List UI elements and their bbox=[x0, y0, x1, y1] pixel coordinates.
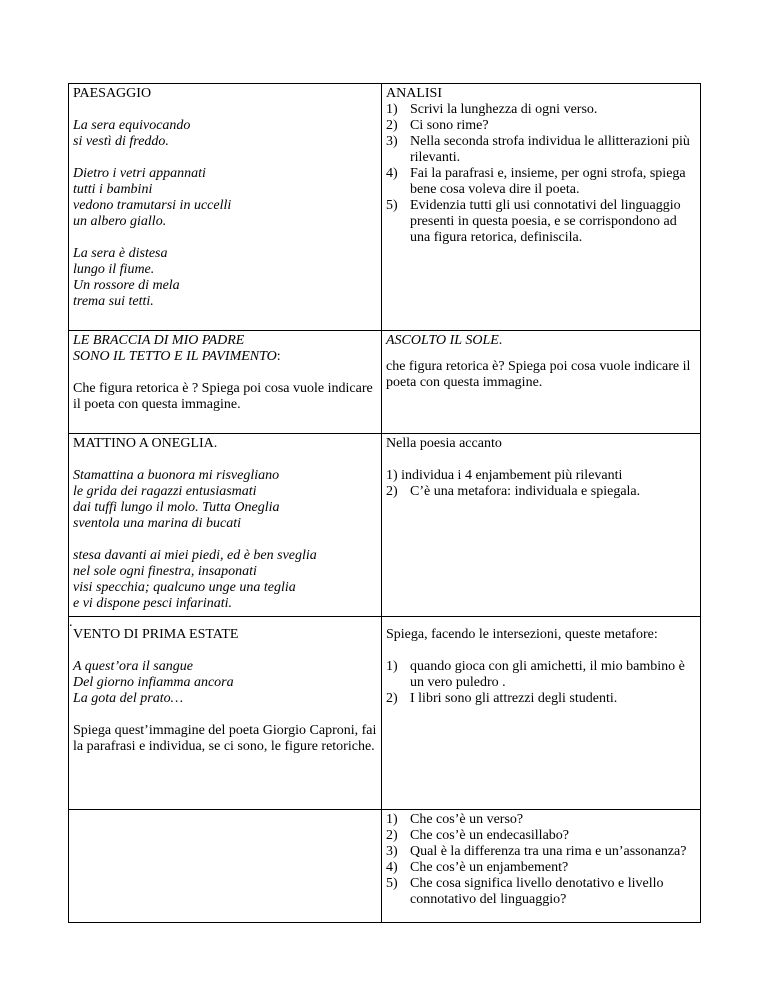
poem-line: si vestì di freddo. bbox=[73, 134, 169, 149]
poem-line: visi specchia; qualcuno unge una teglia bbox=[73, 580, 296, 595]
poem-line: trema sui tetti. bbox=[73, 294, 154, 309]
question-text: Spiega quest’immagine del poeta Giorgio Caproni, fai la parafrasi e individua, se ci sono, le figure retoriche. bbox=[73, 723, 377, 754]
poem-line: La gota del prato… bbox=[73, 691, 184, 706]
list-item: 3) Nella seconda strofa individua le allitterazioni più rilevanti. bbox=[386, 134, 690, 165]
poem-title: PAESAGGIO bbox=[73, 86, 152, 101]
quote-line: LE BRACCIA DI MIO PADRE bbox=[73, 333, 245, 348]
quote-line: SONO IL TETTO E IL PAVIMENTO: bbox=[73, 349, 281, 364]
poem-line: e vi dispone pesci infarinati. bbox=[73, 596, 233, 611]
theory-list bbox=[386, 812, 696, 908]
theory-questions-cell bbox=[382, 810, 701, 923]
list-item: 1) individua i 4 enjambement più rilevanti bbox=[386, 468, 623, 483]
empty-cell bbox=[69, 810, 382, 923]
questions-list bbox=[386, 484, 696, 500]
exercise-table bbox=[68, 83, 701, 923]
poem-line: vedono tramutarsi in uccelli bbox=[73, 198, 232, 213]
table-row bbox=[69, 331, 701, 434]
poem-line: Stamattina a buonora mi risvegliano bbox=[73, 468, 280, 483]
metaphors-list bbox=[386, 659, 696, 707]
metaphor-cell-sole bbox=[382, 331, 701, 434]
list-item: 1) Scrivi la lunghezza di ogni verso. bbox=[386, 102, 598, 117]
quote-line: ASCOLTO IL SOLE. bbox=[386, 333, 503, 348]
list-item: 5) Che cosa significa livello denotativo e livello connotativo del linguaggio? bbox=[386, 876, 664, 907]
poem-line: stesa davanti ai miei piedi, ed è ben sveglia bbox=[73, 548, 317, 563]
poem-title: VENTO DI PRIMA ESTATE bbox=[73, 627, 239, 642]
list-item: 4) Che cos’è un enjambement? bbox=[386, 860, 569, 875]
list-item: 2) Che cos’è un endecasillabo? bbox=[386, 828, 569, 843]
poem-line: Del giorno infiamma ancora bbox=[73, 675, 234, 690]
analysis-cell bbox=[382, 84, 701, 331]
poem-line: sventola una marina di bucati bbox=[73, 516, 241, 531]
intro-text: Nella poesia accanto bbox=[386, 436, 502, 451]
question-text: Che figura retorica è ? Spiega poi cosa vuole indicare il poeta con questa immagine. bbox=[73, 381, 373, 412]
metaphors-cell bbox=[382, 617, 701, 810]
poem-cell-oneglia bbox=[69, 434, 382, 617]
list-item: 1) Che cos’è un verso? bbox=[386, 812, 524, 827]
poem-cell-vento bbox=[69, 617, 382, 810]
poem-line: nel sole ogni finestra, insaponati bbox=[73, 564, 257, 579]
oneglia-questions-cell bbox=[382, 434, 701, 617]
list-item: 1) quando gioca con gli amichetti, il mio bambino è un vero puledro . bbox=[386, 659, 685, 690]
list-item: 5) Evidenzia tutti gli usi connotativi del linguaggio presenti in questa poesia, e se corrispondono ad una figura retorica, definiscila. bbox=[386, 198, 681, 245]
poem-line: un albero giallo. bbox=[73, 214, 167, 229]
poem-line: Un rossore di mela bbox=[73, 278, 180, 293]
list-item: 2) Ci sono rime? bbox=[386, 118, 489, 133]
poem-line: lungo il fiume. bbox=[73, 262, 155, 277]
analysis-list bbox=[386, 102, 696, 246]
list-item: 2) I libri sono gli attrezzi degli studenti. bbox=[386, 691, 618, 706]
poem-line: La sera è distesa bbox=[73, 246, 168, 261]
poem-line: La sera equivocando bbox=[73, 118, 191, 133]
list-item: 3) Qual è la differenza tra una rima e un’assonanza? bbox=[386, 844, 687, 859]
table-row bbox=[69, 84, 701, 331]
question-text: che figura retorica è? Spiega poi cosa vuole indicare il poeta con questa immagine. bbox=[386, 359, 691, 390]
analysis-title: ANALISI bbox=[386, 86, 442, 101]
list-item: 2) C’è una metafora: individuala e spiegala. bbox=[386, 484, 641, 499]
table-row bbox=[69, 434, 701, 617]
metaphor-cell-braccia bbox=[69, 331, 382, 434]
poem-cell-paesaggio bbox=[69, 84, 382, 331]
poem-line: dai tuffi lungo il molo. Tutta Oneglia bbox=[73, 500, 280, 515]
intro-text: Spiega, facendo le intersezioni, queste metafore: bbox=[386, 627, 658, 642]
table-row bbox=[69, 617, 701, 810]
list-item: 4) Fai la parafrasi e, insieme, per ogni strofa, spiega bene cosa voleva dire il poeta. bbox=[386, 166, 686, 197]
table-row bbox=[69, 810, 701, 923]
stray-dot: . bbox=[69, 615, 73, 630]
poem-line: Dietro i vetri appannati bbox=[73, 166, 206, 181]
poem-line: le grida dei ragazzi entusiasmati bbox=[73, 484, 257, 499]
poem-line: tutti i bambini bbox=[73, 182, 153, 197]
poem-line: A quest’ora il sangue bbox=[73, 659, 193, 674]
poem-title: MATTINO A ONEGLIA. bbox=[73, 436, 218, 451]
